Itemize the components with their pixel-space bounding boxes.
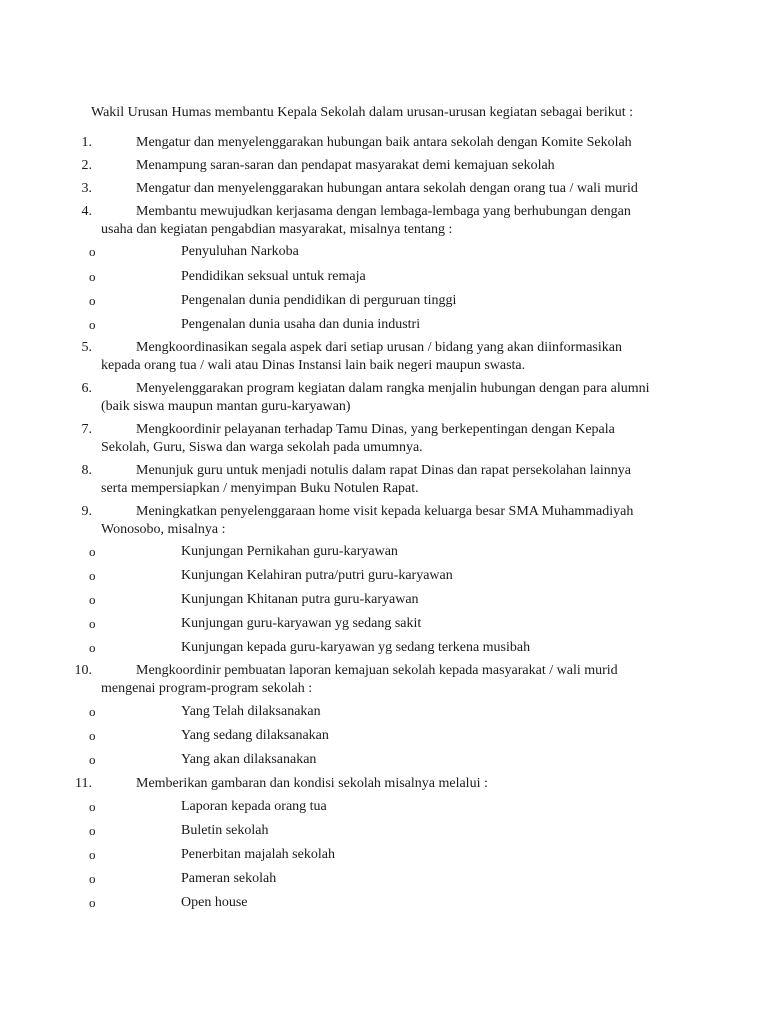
list-item-text: Mengatur dan menyelenggarakan hubungan baik antara sekolah dengan Komite Sekolah [136, 135, 632, 150]
list-item-text: Menampung saran-saran dan pendapat masyarakat demi kemajuan sekolah [136, 158, 555, 173]
circle-bullet-icon: o [89, 293, 96, 308]
list-item-text: serta mempersiapkan / menyimpan Buku Notulen Rapat. [101, 481, 419, 496]
list-item-number: 5. [81, 340, 92, 355]
circle-bullet-icon: o [89, 728, 96, 743]
list-item-text: Wonosobo, misalnya : [101, 522, 226, 537]
sub-list-item-text: Laporan kepada orang tua [181, 799, 327, 814]
sub-list-item-text: Pameran sekolah [181, 871, 277, 886]
list-item-number: 9. [81, 504, 92, 519]
circle-bullet-icon: o [89, 640, 96, 655]
list-item-text: Membantu mewujudkan kerjasama dengan lembaga-lembaga yang berhubungan dengan [136, 204, 631, 219]
circle-bullet-icon: o [89, 895, 96, 910]
sub-list-item-text: Kunjungan kepada guru-karyawan yg sedang terkena musibah [181, 640, 531, 655]
list-item-text: Mengatur dan menyelenggarakan hubungan antara sekolah dengan orang tua / wali murid [136, 181, 638, 196]
list-item-number: 6. [81, 381, 92, 396]
list-item-text: kepada orang tua / wali atau Dinas Instansi lain baik negeri maupun swasta. [101, 358, 526, 373]
circle-bullet-icon: o [89, 568, 96, 583]
list-item-number: 11. [75, 776, 92, 791]
circle-bullet-icon: o [89, 871, 96, 886]
list-item-number: 3. [81, 181, 92, 196]
circle-bullet-icon: o [89, 317, 96, 332]
list-item-text: Sekolah, Guru, Siswa dan warga sekolah pada umumnya. [101, 440, 423, 455]
list-item-number: 1. [81, 135, 92, 150]
list-item-text: Mengkoordinir pelayanan terhadap Tamu Dinas, yang berkepentingan dengan Kepala [136, 422, 615, 437]
circle-bullet-icon: o [89, 847, 96, 862]
list-item-text: Meningkatkan penyelenggaraan home visit kepada keluarga besar SMA Muhammadiyah [136, 504, 634, 519]
list-item-text: Memberikan gambaran dan kondisi sekolah misalnya melalui : [136, 776, 488, 791]
sub-list-item-text: Pendidikan seksual untuk remaja [181, 269, 366, 284]
list-item-text: usaha dan kegiatan pengabdian masyarakat, misalnya tentang : [101, 222, 453, 237]
intro-paragraph: Wakil Urusan Humas membantu Kepala Sekolah dalam urusan-urusan kegiatan sebagai berikut : [91, 105, 633, 120]
list-item-text: mengenai program-program sekolah : [101, 681, 313, 696]
list-item-number: 7. [81, 422, 92, 437]
sub-list-item-text: Penyuluhan Narkoba [181, 244, 299, 259]
sub-list-item-text: Yang Telah dilaksanakan [181, 704, 321, 719]
list-item-text: Mengkoordinir pembuatan laporan kemajuan sekolah kepada masyarakat / wali murid [136, 663, 618, 678]
circle-bullet-icon: o [89, 269, 96, 284]
circle-bullet-icon: o [89, 799, 96, 814]
sub-list-item-text: Pengenalan dunia pendidikan di perguruan tinggi [181, 293, 457, 308]
list-item-text: (baik siswa maupun mantan guru-karyawan) [101, 399, 351, 414]
sub-list-item-text: Kunjungan Kelahiran putra/putri guru-karyawan [181, 568, 453, 583]
list-item-number: 8. [81, 463, 92, 478]
sub-list-item-text: Kunjungan guru-karyawan yg sedang sakit [181, 616, 422, 631]
circle-bullet-icon: o [89, 592, 96, 607]
sub-list-item-text: Kunjungan Khitanan putra guru-karyawan [181, 592, 419, 607]
list-item-text: Menunjuk guru untuk menjadi notulis dalam rapat Dinas dan rapat persekolahan lainnya [136, 463, 631, 478]
circle-bullet-icon: o [89, 244, 96, 259]
circle-bullet-icon: o [89, 704, 96, 719]
list-item-number: 10. [74, 663, 92, 678]
sub-list-item-text: Open house [181, 895, 248, 910]
sub-list-item-text: Yang sedang dilaksanakan [181, 728, 329, 743]
circle-bullet-icon: o [89, 616, 96, 631]
list-item-number: 4. [81, 204, 92, 219]
list-item-text: Mengkoordinasikan segala aspek dari setiap urusan / bidang yang akan diinformasikan [136, 340, 622, 355]
circle-bullet-icon: o [89, 752, 96, 767]
circle-bullet-icon: o [89, 823, 96, 838]
sub-list-item-text: Buletin sekolah [181, 823, 269, 838]
sub-list-item-text: Penerbitan majalah sekolah [181, 847, 335, 862]
list-item-text: Menyelenggarakan program kegiatan dalam rangka menjalin hubungan dengan para alumni [136, 381, 650, 396]
sub-list-item-text: Yang akan dilaksanakan [181, 752, 317, 767]
sub-list-item-text: Pengenalan dunia usaha dan dunia industri [181, 317, 421, 332]
circle-bullet-icon: o [89, 544, 96, 559]
sub-list-item-text: Kunjungan Pernikahan guru-karyawan [181, 544, 398, 559]
list-item-number: 2. [81, 158, 92, 173]
